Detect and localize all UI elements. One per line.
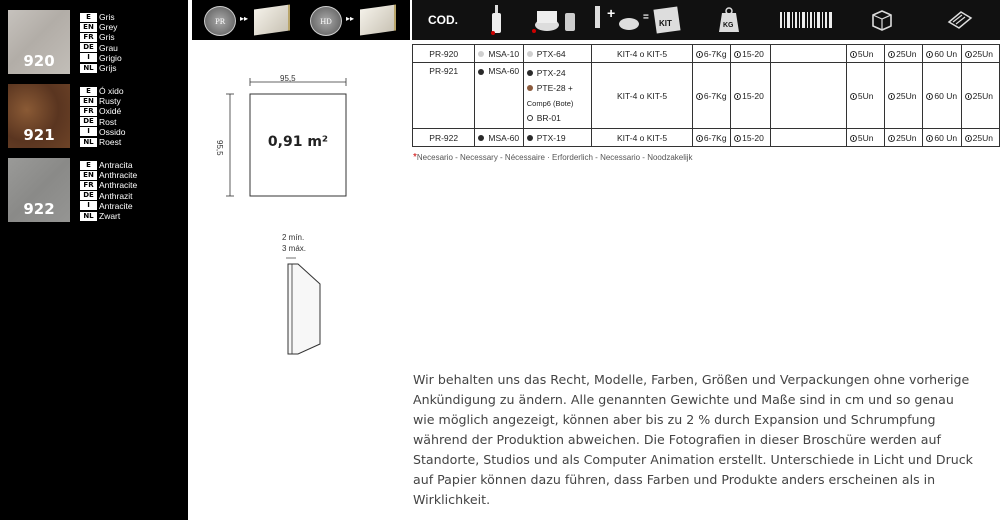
unit-cell	[846, 45, 884, 63]
color-dot	[527, 70, 533, 76]
barcode-cell	[771, 45, 847, 63]
lang-tag: DE	[80, 43, 97, 52]
adhesive-value: MSA-10	[488, 48, 520, 59]
lang-tag: DE	[80, 117, 97, 126]
kg-label: KG	[723, 22, 734, 29]
clock-icon	[965, 51, 972, 58]
mortar-bucket-icon	[522, 0, 590, 40]
lang-text: Oxidé	[99, 106, 122, 117]
adhesive-value: MSA-60	[488, 132, 520, 143]
arrow-icon: ▸▸	[240, 14, 249, 23]
lang-text: Grigio	[99, 52, 122, 63]
unit-cell	[885, 45, 923, 63]
row-code: PR-921	[413, 63, 475, 129]
svg-text:=: =	[643, 12, 649, 23]
unit-cell	[961, 63, 999, 129]
pr-badge-icon: PR	[204, 6, 236, 36]
unit-cell	[923, 63, 961, 129]
color-names	[80, 86, 125, 147]
color-code: 921	[23, 126, 55, 144]
unit-cell	[846, 129, 884, 147]
lang-text: Rost	[99, 116, 117, 127]
lang-tag: NL	[80, 212, 97, 221]
color-dot	[478, 135, 484, 141]
row-code: PR-922	[413, 129, 475, 147]
svg-text:+: +	[607, 5, 616, 21]
weight-cell	[692, 129, 730, 147]
table-row	[413, 63, 1000, 129]
weight-value: 6-7Kg	[703, 132, 727, 143]
swatch-921	[8, 84, 70, 148]
unit-cell	[885, 129, 923, 147]
mortar-value: BR-01	[536, 112, 561, 123]
size-value: 15-20	[742, 90, 764, 101]
clock-icon	[696, 93, 703, 100]
lang-text: Anthracite	[99, 180, 138, 191]
color-dot	[527, 115, 533, 121]
unit-value: 60 Un	[934, 90, 958, 101]
unit-value: 25Un	[972, 132, 993, 143]
unit-value: 25Un	[972, 90, 993, 101]
mortar-value: PTX-19	[536, 132, 566, 143]
clock-icon	[696, 51, 703, 58]
lang-tag: EN	[80, 171, 97, 180]
clock-icon	[888, 135, 895, 142]
unit-cell	[846, 63, 884, 129]
clock-icon	[696, 135, 703, 142]
color-code: 920	[23, 52, 55, 70]
svg-text:KIT: KIT	[659, 19, 672, 28]
lang-tag: NL	[80, 64, 97, 73]
lang-tag: DE	[80, 191, 97, 200]
mortar-cell	[523, 129, 591, 147]
thickness-min-label: 2 mín.	[282, 233, 305, 242]
lang-text: Grau	[99, 42, 118, 53]
color-sidebar	[0, 0, 188, 520]
color-code: 922	[23, 200, 55, 218]
clock-icon	[734, 135, 741, 142]
lang-tag: I	[80, 127, 97, 136]
clock-icon	[926, 135, 933, 142]
unit-value: 60 Un	[934, 48, 958, 59]
lang-tag: FR	[80, 107, 97, 116]
size-cell	[731, 45, 771, 63]
disclaimer-paragraph: Wir behalten uns das Recht, Modelle, Farben, Größen und Verpackungen ohne vorherige Ankündigung zu ändern. Alle genannten Gewichte und Maße sind in cm und so genau wie möglich angezeigt, können aber bis zu 2 % durch Expansion und Schrumpfung während der Produktion abweichen. Die Fotografien in dieser Broschüre werden auf Standorte, Studios und als Computer Animation erstellt. Unterschiede in Licht und Druck auf Papier können dazu führen, dass Farben und Produkte anders erscheinen als in Wirklichkeit.	[413, 372, 973, 507]
tile-icon	[254, 4, 290, 35]
color-dot	[527, 135, 533, 141]
kit-icon	[590, 0, 690, 40]
unit-cell	[961, 45, 999, 63]
box-icon	[844, 0, 920, 40]
cod-header: COD.	[428, 13, 458, 27]
row-code: PR-920	[413, 45, 475, 63]
barcode-cell	[771, 63, 847, 129]
clock-icon	[850, 51, 857, 58]
clock-icon	[888, 93, 895, 100]
mortar-value: PTX-64	[536, 48, 566, 59]
color-dot	[527, 51, 533, 57]
color-920	[8, 10, 180, 74]
color-922	[8, 158, 180, 222]
lang-text: Roest	[99, 137, 122, 148]
lang-tag: I	[80, 201, 97, 210]
lang-tag: E	[80, 87, 97, 96]
table-row	[413, 129, 1000, 147]
clock-icon	[965, 135, 972, 142]
lang-text: Anthracite	[99, 170, 138, 181]
clock-icon	[850, 93, 857, 100]
product-table	[412, 44, 1000, 147]
unit-value: 60 Un	[934, 132, 958, 143]
adhesive-cell	[475, 45, 523, 63]
size-cell	[731, 63, 771, 129]
color-dot	[478, 69, 484, 75]
tile-profile-drawing	[280, 254, 330, 358]
swatch-920	[8, 10, 70, 74]
clock-icon	[926, 93, 933, 100]
color-dot	[527, 85, 533, 91]
tile-profile-outline	[288, 264, 320, 354]
unit-cell	[961, 129, 999, 147]
lang-tag: E	[80, 13, 97, 22]
legend-text: Necesario - Necessary - Nécessaire · Erforderlich - Necessario - Noodzakelijk	[416, 153, 693, 162]
lang-text: Gris	[99, 32, 115, 43]
size-value: 15-20	[742, 132, 764, 143]
lang-text: Ossido	[99, 126, 126, 137]
clock-icon	[926, 51, 933, 58]
barcode-cell	[771, 129, 847, 147]
lang-text: Antracita	[99, 160, 133, 171]
lang-tag: EN	[80, 97, 97, 106]
lang-tag: FR	[80, 181, 97, 190]
arrow-icon: ▸▸	[346, 14, 355, 23]
color-921	[8, 84, 180, 148]
mortar-cell	[523, 45, 591, 63]
unit-cell	[923, 45, 961, 63]
unit-value: 25Un	[896, 48, 917, 59]
clock-icon	[850, 135, 857, 142]
weight-icon	[690, 0, 768, 40]
lang-tag: NL	[80, 138, 97, 147]
lang-text: Ó xido	[99, 86, 124, 97]
clock-icon	[734, 51, 741, 58]
mortar-value: PTX-24	[536, 67, 566, 78]
clock-icon	[965, 93, 972, 100]
lang-text: Grijs	[99, 63, 117, 74]
height-label: 95,5	[215, 140, 224, 156]
table-header-bar	[412, 0, 1000, 40]
product-type-bar	[192, 0, 410, 40]
area-label: 0,91 m²	[267, 134, 329, 150]
lang-text: Antracite	[99, 200, 133, 211]
adhesive-cell	[475, 129, 523, 147]
tile-icon	[360, 4, 396, 35]
tiles-stack-icon	[920, 0, 1000, 40]
mortar-value: Comp6 (Bote)	[526, 98, 574, 108]
unit-value: 5Un	[857, 90, 874, 101]
required-marker-icon: *	[413, 152, 417, 163]
unit-value: 25Un	[972, 48, 993, 59]
unit-value: 5Un	[857, 132, 874, 143]
lang-text: Rusty	[99, 96, 121, 107]
weight-cell	[692, 45, 730, 63]
weight-cell	[692, 63, 730, 129]
adhesive-value: MSA-60	[488, 66, 520, 76]
hd-badge-icon: HD	[310, 6, 342, 36]
size-value: 15-20	[742, 48, 764, 59]
clock-icon	[734, 93, 741, 100]
weight-value: 6-7Kg	[703, 48, 727, 59]
unit-value: 5Un	[857, 48, 874, 59]
lang-tag: E	[80, 161, 97, 170]
clock-icon	[888, 51, 895, 58]
kit-value: KIT-4 o KIT-5	[592, 129, 693, 147]
color-names	[80, 160, 137, 221]
width-label: 95,5	[280, 74, 296, 83]
mortar-value: PTE-28 +	[536, 82, 573, 93]
lang-text: Anthrazit	[99, 190, 133, 201]
unit-value: 25Un	[896, 90, 917, 101]
unit-cell	[885, 63, 923, 129]
size-cell	[731, 129, 771, 147]
unit-cell	[923, 129, 961, 147]
barcode-icon	[768, 0, 844, 40]
kit-value: KIT-4 o KIT-5	[592, 63, 693, 129]
thickness-max-label: 3 máx.	[282, 244, 307, 253]
adhesive-cell	[475, 63, 523, 129]
swatch-922	[8, 158, 70, 222]
unit-value: 25Un	[896, 132, 917, 143]
lang-tag: FR	[80, 33, 97, 42]
lang-tag: I	[80, 53, 97, 62]
lang-text: Grey	[99, 22, 118, 33]
adhesive-tube-icon	[474, 0, 522, 40]
weight-value: 6-7Kg	[703, 90, 727, 101]
lang-tag: EN	[80, 23, 97, 32]
kit-value: KIT-4 o KIT-5	[592, 45, 693, 63]
required-legend	[413, 152, 693, 163]
mortar-cell	[523, 63, 591, 129]
table-row	[413, 45, 1000, 63]
color-names	[80, 12, 122, 73]
lang-text: Zwart	[99, 211, 121, 222]
lang-text: Gris	[99, 12, 115, 23]
color-dot	[478, 51, 484, 57]
